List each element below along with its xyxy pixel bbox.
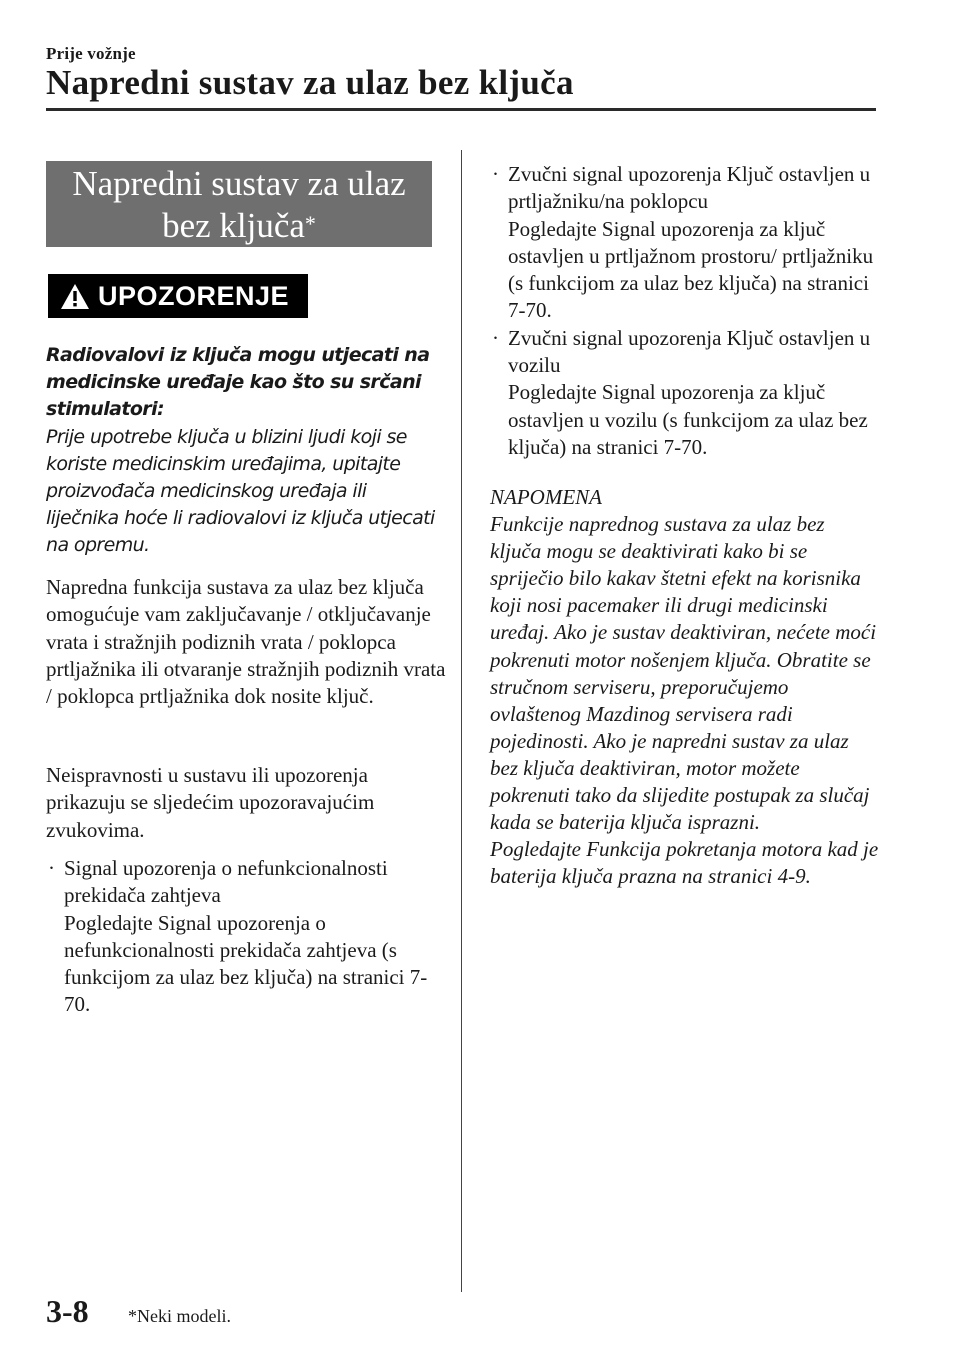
page-title: Napredni sustav za ulaz bez ključa: [46, 63, 574, 102]
note-reference: Pogledajte Funkcija pokretanja motora kad je baterija ključa prazna na stranici 4-9.: [490, 837, 879, 889]
bullet-list-right: [490, 161, 880, 461]
note-title: NAPOMENA: [490, 485, 602, 509]
section-heading-line2-text: bez ključa: [162, 206, 305, 245]
page-number: 3-8: [46, 1293, 89, 1329]
section-heading-line2: [46, 205, 432, 247]
bullet-dot: ·: [492, 162, 499, 186]
warning-body-text: Prije upotrebe ključa u blizini ljudi koji se koriste medicinskim uređajima, upitajte proizvođača medicinskog uređaja ili liječnika hoće li radiovalovi iz ključa utjecati na opremu.: [46, 425, 435, 557]
models-marker: *: [304, 211, 316, 236]
list-item-title: Zvučni signal upozorenja Ključ ostavljen u vozilu: [508, 325, 871, 378]
list-item: [490, 325, 880, 461]
paragraph-warnings: Neispravnosti u sustavu ili upozorenja prikazuju se sljedećim upozoravajućim zvukovima.: [46, 763, 375, 842]
note-block: [490, 484, 880, 890]
list-item-reference: Pogledajte Signal upozorenja o nefunkcionalnosti prekidača zahtjeva (s funkcijom za ulaz bez ključa) na stranici 7-70.: [64, 910, 428, 1017]
section-heading-line1: Napredni sustav za ulaz: [72, 164, 406, 203]
list-item-title: Signal upozorenja o nefunkcionalnosti prekidača zahtjeva: [64, 856, 388, 908]
section-heading-box: [46, 161, 432, 247]
warning-badge: [48, 274, 308, 318]
list-item: [46, 855, 446, 1019]
list-item: [490, 161, 880, 325]
list-item-reference: Pogledajte Signal upozorenja za ključ ostavljen u vozilu (s funkcijom za ulaz bez ključa) na stranici 7-70.: [508, 380, 868, 459]
warning-label: UPOZORENJE: [98, 280, 290, 311]
bullet-dot: ·: [492, 325, 499, 350]
list-item-reference: Pogledajte Signal upozorenja za ključ ostavljen u prtljažnom prostoru/ prtljažniku (s funkcijom za ulaz bez ključa) na stranici 7-70.: [508, 216, 874, 323]
bullet-dot: ·: [48, 856, 55, 880]
warning-bold-text: Radiovalovi iz ključa mogu utjecati na medicinske uređaje kao što su srčani stimulatori:: [46, 344, 430, 421]
footnote: *Neki modeli.: [128, 1306, 231, 1326]
section-label: Prije vožnje: [46, 44, 136, 63]
warning-text: [46, 342, 438, 560]
paragraph-intro: Napredna funkcija sustava za ulaz bez ključa omogućuje vam zaključavanje / otključavanje vrata i stražnjih podiznih vrata / poklopca prtljažnika ili otvaranje stražnjih podiznih vrata / poklopca prtljažnika dok nosite ključ.: [46, 575, 446, 709]
column-divider: [461, 150, 462, 1292]
header-divider: [46, 108, 876, 111]
list-item-title: Zvučni signal upozorenja Ključ ostavljen u prtljažniku/na poklopcu: [508, 162, 871, 214]
warning-triangle-icon: [60, 283, 90, 310]
note-text: Funkcije naprednog sustava za ulaz bez ključa mogu se deaktivirati kako bi se spriječio bilo kakav štetni efekt na korisnika koji nosi pacemaker ili drugi medicinski uređaj. Ako je sustav deaktiviran, nećete moći pokrenuti motor nošenjem ključa. Obratite se stručnom serviseru, preporučujemo ovlaštenog Mazdinog servisera radi pojedinosti. Ako je napredni sustav za ulaz bez ključa deaktiviran, motor možete pokrenuti tako da slijedite postupak za slučaj kada se baterija ključa isprazni.: [490, 512, 877, 835]
bullet-list-left: [46, 855, 446, 1019]
